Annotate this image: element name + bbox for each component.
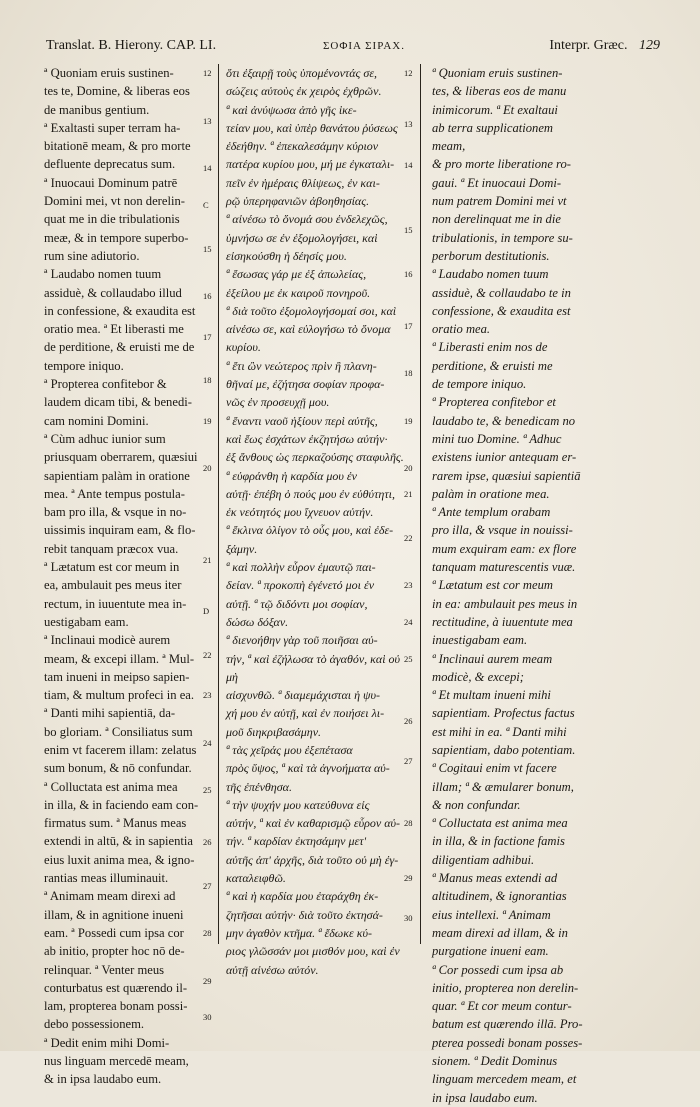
greek-line: ª τὰς χεῖράς μου ἐξεπέτασα [226,742,353,757]
latin-line: sum bonum, & nō confundar. [44,761,192,776]
greek-line: ª ἔσωσας γάρ με ἐξ ἀπωλείας, [226,267,367,282]
greek-line: κυρίου. [226,340,261,355]
latin-line: rantias meas illuminauit. [44,871,169,886]
interp-line: existens iunior antequam er- [432,450,577,465]
interp-line: perditione, & eruisti me [432,358,553,373]
verse-number: 29 [203,975,212,986]
interp-line: & non confundar. [432,797,521,812]
interp-line: non derelinquat me in die [432,212,561,227]
interp-line: in ea: ambulauit pes meus in [432,596,578,611]
latin-line: ª Danti mihi sapientiā, da- [44,706,176,721]
verse-number: 17 [203,331,212,342]
latin-line: uestigabam eam. [44,614,129,629]
greek-line: ª ἔτι ὢν νεώτερος πρὶν ἢ πλανη- [226,358,377,373]
interp-line: rectitudine, à iuuentute mea [432,614,573,629]
latin-line: ª Inclinaui modicè aurem [44,633,171,648]
interp-line: confessione, & exaudita est [432,303,571,318]
greek-line: δείαν. ª προκοπὴ ἐγένετό μοι ἐν [226,578,375,593]
interp-line: pro illa, & vsque in nouissi- [432,523,573,538]
interp-line: est mihi in ea. ª Danti mihi [432,724,567,739]
latin-line: & in ipsa laudabo eum. [44,1072,162,1087]
latin-line: assiduè, & collaudabo illud [44,285,182,300]
latin-line: ª Inuocaui Dominum patrē [44,175,178,190]
greek-line: χή μου ἐν αὐτῇ, καὶ ἐν ποιήσει λι- [226,706,385,721]
latin-line: enim vt facerem illam: zelatus [44,742,197,757]
latin-line: in illa, & in faciendo eam con- [44,797,199,812]
interp-line: ª Quoniam eruis sustinen- [432,66,563,80]
greek-line: αὐτῆς ἀπ' ἀρχῆς, διὰ τοῦτο οὐ μὴ ἐγ- [226,852,399,867]
interp-line: ª Cor possedi cum ipsa ab [432,962,564,977]
greek-line: πρὸς ὕψος, ª καὶ τὰ ἀγνοήματα αὐ- [226,761,390,776]
latin-line: relinquar. ª Venter meus [44,962,165,977]
interp-line: sapientiam. Profectus factus [432,706,575,721]
verse-number: 15 [203,243,212,254]
interp-line: ª Ante templum orabam [432,505,551,520]
interp-line: laudabo te, & benedicam no [432,413,576,428]
verse-number: 21 [203,554,212,565]
verse-number: 30 [404,913,413,924]
latin-line: tempore iniquo. [44,358,124,373]
latin-line: ª Exaltasti super terram ha- [44,120,181,135]
greek-line: ª καὶ ἡ καρδία μου ἐταράχθη ἐκ- [226,889,379,904]
interp-line: ª Laudabo nomen tuum [432,267,549,282]
greek-line: μην ἀγαθὸν κτῆμα. ª ἔδωκε κύ- [226,925,373,940]
verse-number: 28 [404,818,413,829]
latin-line: ª Animam meam direxi ad [44,889,176,904]
verse-number: 30 [203,1012,212,1023]
greek-line: τῆς ἐπένθησα. [226,779,292,794]
interp-line: oratio mea. [432,322,491,337]
verse-number: 22 [203,649,212,660]
interp-line: ª Cogitaui enim vt facere [432,761,557,776]
interp-line: mini tuo Domine. ª Adhuc [432,431,562,446]
interpretation-column [432,64,588,1107]
latin-line: debo possessionem. [44,1017,145,1032]
verse-number: 14 [404,159,413,170]
header-center-title: ΣΟΦΙΑ ΣΙΡΑΧ. [323,40,405,52]
interp-line: assiduè, & collaudabo te in [432,285,571,300]
interp-line: purgatione inueni eam. [432,944,549,959]
greek-line: θῆναί με, ἐζήτησα σοφίαν προφα- [226,377,385,392]
header-right [549,38,660,54]
greek-line: τήν. ª καρδίαν ἐκτησάμην μετ' [226,834,367,849]
latin-line: defluente deprecatus sum. [44,157,176,172]
latin-line: quat me in die tribulationis [44,212,180,227]
latin-line: nus linguam mercedē meam, [44,1054,189,1069]
latin-line: illam, & in agnitione inueni [44,907,184,922]
greek-line: ª τὴν ψυχήν μου κατεύθυνα εἰς [226,797,370,812]
greek-line: ριος γλῶσσάν μοι μισθόν μου, καὶ ἐν [226,944,400,959]
latin-line: conturbatus est quærendo il- [44,980,188,995]
latin-line: ª Laudabo nomen tuum [44,267,162,282]
latin-line: bitationē meam, & pro morte [44,139,191,154]
latin-line: extendi in altū, & in sapientia [44,834,193,849]
verse-number: 18 [404,368,413,379]
greek-line: αἰνέσω σε, καὶ εὐλογήσω τὸ ὄνομα [226,322,391,337]
greek-line: αὐτῇ· ἐπέβη ὁ πούς μου ἐν εὐθύτητι, [226,486,395,501]
interp-line: meam direxi ad illam, & in [432,925,568,940]
greek-line: ª διὰ τοῦτο ἐξομολογήσομαί σοι, καὶ [226,303,397,318]
greek-line: αὐτῇ αἰνέσω αὐτόν. [226,962,319,977]
interp-line: palàm in oratione mea. [432,486,550,501]
latin-line: de manibus gentium. [44,102,150,117]
verse-number: 16 [404,269,413,280]
interp-line: pterea possedi bonam posses- [432,1035,583,1050]
greek-line: πατέρα κυρίου μου, μή με ἐγκαταλι- [226,157,395,172]
latin-line: bo gloriam. ª Consiliatus sum [44,724,193,739]
interp-line: ª Propterea confitebor et [432,395,556,410]
interp-line: quar. ª Et cor meum contur- [432,999,572,1014]
greek-line: καὶ ἕως ἐσχάτων ἐκζητήσω αὐτήν· [226,431,388,446]
interp-line: diligentiam adhibui. [432,852,535,867]
greek-line: αἰσχυνθῶ. ª διαμεμάχισται ἡ ψυ- [226,688,380,703]
verse-number: 24 [404,617,413,627]
greek-line: ἐδεήθην. ª ἐπεκαλεσάμην κύριον [226,139,379,154]
interp-line: inimicorum. ª Et exaltaui [432,102,558,117]
latin-line: ª Colluctata est anima mea [44,779,178,794]
greek-line: ª αἰνέσω τὸ ὄνομά σου ἐνδελεχῶς, [226,212,388,227]
latin-line: ab initio, propter hoc nō de- [44,944,185,959]
verse-number: 20 [404,463,413,474]
verse-number: 24 [203,737,212,748]
verse-number: D [203,606,210,617]
interp-line: ª Colluctata est anima mea [432,816,568,831]
interp-line: rarem ipse, quæsiui sapientiā [432,468,581,483]
column-rule-right [420,64,421,944]
interp-line: tes, & liberas eos de manu [432,84,567,99]
greek-line: ζητῆσαι αὐτήν· διὰ τοῦτο ἐκτησά- [226,907,383,922]
verse-number: 27 [203,880,212,891]
interp-line: ª Liberasti enim nos de [432,340,548,355]
greek-line: τήν, ª καὶ ἐζήλωσα τὸ ἀγαθόν, καὶ οὐ μὴ [226,651,401,684]
interp-line: sionem. ª Dedit Dominus [432,1054,558,1069]
latin-line: ª Lætatum est cor meum in [44,560,180,575]
interp-line: ª Et multam inueni mihi [432,688,551,703]
greek-line: ὅτι ἐξαιρῇ τοὺς ὑπομένοντάς σε, [226,66,378,80]
latin-line: ª Dedit enim mihi Domi- [44,1035,170,1050]
verse-number: 23 [404,580,413,591]
interp-line: illam; ª & æmularer bonum, [432,779,574,794]
latin-line: firmatus sum. ª Manus meas [44,816,187,831]
interp-line: ª Inclinaui aurem meam [432,651,553,666]
verse-number: 13 [203,115,212,126]
interp-line: perborum destitutionis. [432,248,550,263]
verse-number: 25 [203,785,212,796]
latin-line: rum sine adiutorio. [44,248,140,263]
greek-line: ª εὐφράνθη ἡ καρδία μου ἐν [226,468,357,483]
latin-line: sapientiam palàm in oratione [44,468,190,483]
verse-number: 27 [404,756,413,767]
greek-line: δώσω δόξαν. [226,614,289,629]
latin-line: ª Propterea confitebor & [44,377,167,392]
column-rule-left [218,64,219,944]
latin-line: rectum, in iuuentute mea in- [44,596,187,611]
interp-line: num patrem Domini mei vt [432,194,567,209]
interp-line: ª Lætatum est cor meum [432,578,554,593]
interp-line: ab terra supplicationem meam, [432,120,554,154]
latin-line: ea, ambulauit pes meus iter [44,578,182,593]
greek-line: εἰσηκούσθη ἡ δέησίς μου. [226,248,347,263]
latin-line: de perditione, & eruisti me de [44,340,195,355]
verse-number: 29 [404,873,413,884]
latin-line: ª Cùm adhuc iunior sum [44,431,166,446]
greek-line: αὐτῇ. ª τῷ διδόντι μοι σοφίαν, [226,596,368,611]
greek-line: ª διενοήθην γὰρ τοῦ ποιῆσαι αὐ- [226,633,378,648]
greek-line: ἐξείλου με ἐκ καιροῦ πονηροῦ. [226,285,371,300]
latin-line: meæ, & in tempore superbo- [44,230,189,245]
latin-line: tam inueni in meipso sapien- [44,669,190,684]
interp-line: linguam mercedem meam, et [432,1072,577,1087]
latin-line: mea. ª Ante tempus postula- [44,486,185,501]
verse-number: 23 [203,690,212,701]
folio-number: 129 [639,38,660,53]
verse-number: 16 [203,291,212,302]
latin-line: tes te, Domine, & liberas eos [44,84,190,99]
greek-line: πεῖν ἐν ἡμέραις θλίψεως, ἐν και- [226,175,380,190]
latin-line: eam. ª Possedi cum ipsa cor [44,925,184,940]
running-header [46,38,660,60]
verse-number: 13 [404,119,413,130]
header-right-title: Interpr. Græc. [549,38,628,53]
latin-line: ª Quoniam eruis sustinen- [44,66,174,80]
greek-line: σώζεις αὐτοὺς ἐκ χειρὸς ἐχθρῶν. [226,84,382,99]
greek-line: νῶς ἐν προσευχῇ μου. [226,395,330,410]
verse-number: 28 [203,928,212,939]
verse-number: 12 [404,68,413,78]
interp-line: altitudinem, & ignorantias [432,889,567,904]
interp-line: in ipsa laudabo eum. [432,1090,538,1105]
verse-number: 12 [203,68,212,78]
greek-text-column [226,64,406,979]
interp-line: mum exquiram eam: ex flore [432,541,577,556]
latin-line: priusquam oberrarem, quæsiui [44,450,198,465]
greek-line: μοῦ διηκριβασάμην. [226,724,322,739]
latin-line: bam pro illa, & vsque in no- [44,505,187,520]
interp-line: de tempore iniquo. [432,377,527,392]
verse-number: 25 [404,653,413,664]
latin-line: lam, propterea bonam possi- [44,999,188,1014]
interp-line: eius intellexi. ª Animam [432,907,551,922]
verse-number: 15 [404,225,413,236]
interp-line: & pro morte liberatione ro- [432,157,571,172]
latin-line: uissimis inquiram eam, & flo- [44,523,196,538]
verse-number: C [203,199,209,210]
interp-line: tribulationis, in tempore su- [432,230,573,245]
verse-number: 19 [404,415,413,426]
latin-vulgate-column [44,64,206,1089]
greek-line: ἐξ ἄνθους ὡς περκαζούσης σταφυλῆς. [226,450,404,465]
latin-line: eius luxit anima mea, & igno- [44,852,195,867]
verse-number: 20 [203,463,212,474]
latin-line: in confessione, & exaudita est [44,303,196,318]
greek-line: ξάμην. [226,541,258,556]
verse-number: 18 [203,375,212,386]
interp-line: initio, propterea non derelin- [432,980,579,995]
verse-number: 22 [404,532,413,543]
interp-line: batum est quærendo illā. Pro- [432,1017,583,1032]
interp-line: tanquam maturescentis vuæ. [432,560,576,575]
greek-line: ρῷ ὑπερηφανιῶν ἀβοηθησίας. [226,194,370,209]
latin-line: laudem dicam tibi, & benedi- [44,395,192,410]
latin-line: oratio mea. ª Et liberasti me [44,322,184,337]
latin-line: meam, & excepi illam. ª Mul- [44,651,195,666]
latin-line: rebit tanquam præcox vua. [44,541,179,556]
greek-line: ª καὶ ἀνύψωσα ἀπὸ γῆς ἱκε- [226,102,357,117]
verse-number: 17 [404,320,413,331]
greek-line: ª ἔναντι ναοῦ ἠξίουν περὶ αὐτῆς, [226,413,378,428]
verse-number: 26 [203,836,212,847]
verse-number: 19 [203,415,212,426]
latin-line: tiam, & multum profeci in ea. [44,688,195,703]
interp-line: modicè, & excepi; [432,669,524,684]
interp-line: gaui. ª Et inuocaui Domi- [432,175,562,190]
verse-number: 14 [203,163,212,174]
greek-line: καταλειφθῶ. [226,871,286,886]
interp-line: inuestigabam eam. [432,633,528,648]
greek-line: ª ἔκλινα ὀλίγον τὸ οὖς μου, καὶ ἐδε- [226,523,394,538]
interp-line: in illa, & in factione famis [432,834,565,849]
verse-number: 26 [404,715,413,726]
greek-line: ἐκ νεότητός μου ἴχνευον αὐτήν. [226,505,374,520]
greek-line: ὑμνήσω σε ἐν ἐξομολογήσει, καὶ [226,230,378,245]
header-left-title: Translat. B. Hierony. CAP. LI. [46,38,217,53]
latin-line: cam nomini Domini. [44,413,149,428]
interp-line: sapientiam, dabo potentiam. [432,742,576,757]
interp-line: ª Manus meas extendi ad [432,871,558,886]
greek-line: αὐτήν, ª καὶ ἐν καθαρισμῷ εὗρον αὐ- [226,816,401,831]
verse-number: 21 [404,488,413,499]
greek-line: ª καὶ πολλὴν εὗρον ἐμαυτῷ παι- [226,560,376,575]
greek-line: τείαν μου, καὶ ὑπὲρ θανάτου ῥύσεως [226,120,398,135]
latin-line: Domini mei, vt non derelin- [44,194,185,209]
